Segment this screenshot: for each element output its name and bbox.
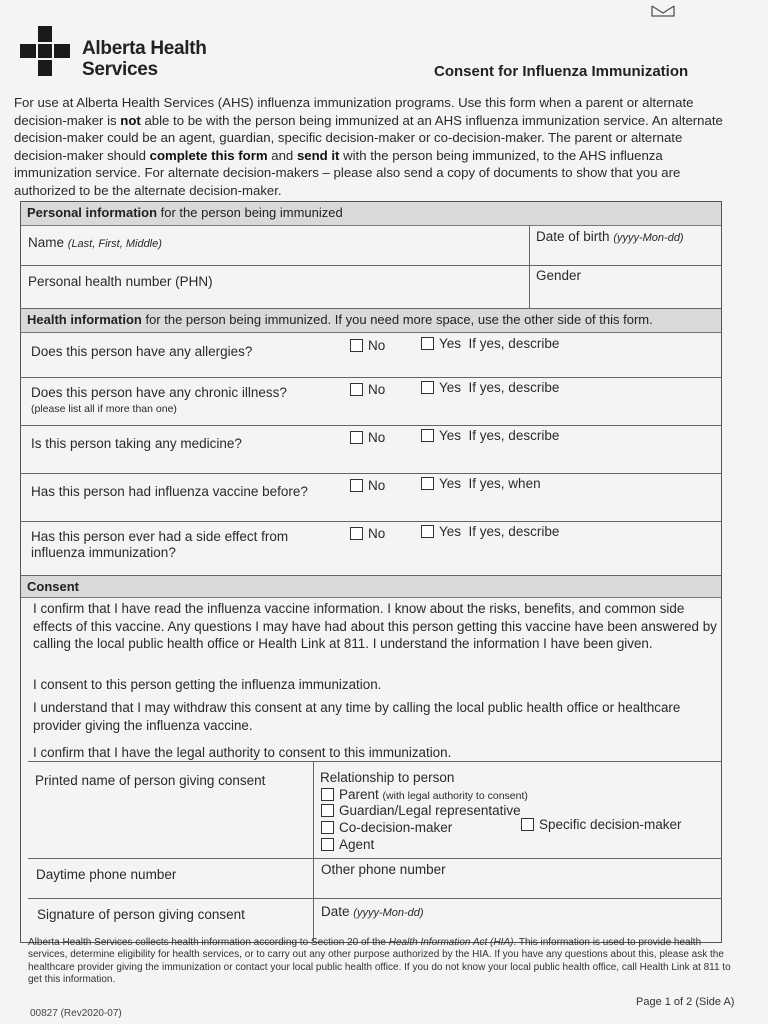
agent-checkbox[interactable] bbox=[321, 838, 334, 851]
org-name-line1: Alberta Health bbox=[82, 38, 207, 59]
ahs-logo-icon bbox=[18, 24, 74, 80]
yes-checkbox[interactable] bbox=[421, 477, 434, 490]
health-q5-no-option[interactable]: No bbox=[350, 526, 385, 541]
health-q1-yes-option[interactable]: Yes If yes, describe bbox=[421, 336, 559, 351]
daytime-phone-field[interactable]: Daytime phone number bbox=[36, 867, 177, 882]
form-code: 00827 (Rev2020-07) bbox=[30, 1008, 122, 1019]
consent-para-4: I confirm that I have the legal authority to consent to this immunization. bbox=[33, 745, 452, 760]
no-checkbox[interactable] bbox=[350, 383, 363, 396]
health-q2-no-option[interactable]: No bbox=[350, 382, 385, 397]
specific-decision-maker-checkbox[interactable] bbox=[521, 818, 534, 831]
name-hint: (Last, First, Middle) bbox=[67, 238, 162, 250]
signature-field[interactable]: Signature of person giving consent bbox=[37, 907, 245, 922]
yes-checkbox[interactable] bbox=[421, 429, 434, 442]
health-q5-yes-option[interactable]: Yes If yes, describe bbox=[421, 524, 559, 539]
health-q4-no-option[interactable]: No bbox=[350, 478, 385, 493]
dob-field[interactable] bbox=[536, 229, 684, 244]
rel-guardian-option[interactable]: Guardian/Legal representative bbox=[321, 803, 521, 818]
envelope-mark-icon bbox=[651, 4, 675, 18]
privacy-notice: Alberta Health Services collects health information according to Section 20 of the Health Information Act (HIA). This information is used to provide health services, determine eligibility for health services, or to carry out any other purpose authorized by the HIA. If you have any questions about this, please ask the healthcare provider giving the immunization or contact your local public health office. If you do not know your local public health office, call Health Link at 811 to get this information. bbox=[28, 937, 731, 986]
no-checkbox[interactable] bbox=[350, 527, 363, 540]
no-checkbox[interactable] bbox=[350, 479, 363, 492]
org-name bbox=[82, 38, 207, 80]
no-checkbox[interactable] bbox=[350, 339, 363, 352]
co-decision-maker-checkbox[interactable] bbox=[321, 821, 334, 834]
health-q3-no-option[interactable]: No bbox=[350, 430, 385, 445]
no-checkbox[interactable] bbox=[350, 431, 363, 444]
date-field[interactable] bbox=[321, 904, 424, 919]
personal-info-header: Personal information for the person being immunized bbox=[21, 202, 721, 226]
health-q4-yes-option[interactable]: Yes If yes, when bbox=[421, 476, 541, 491]
relationship-label: Relationship to person bbox=[320, 770, 455, 785]
health-question-3: Is this person taking any medicine? bbox=[31, 436, 242, 451]
yes-checkbox[interactable] bbox=[421, 525, 434, 538]
consent-para-2: I consent to this person getting the influenza immunization. bbox=[33, 677, 382, 692]
yes-checkbox[interactable] bbox=[421, 381, 434, 394]
other-phone-field[interactable]: Other phone number bbox=[321, 862, 446, 877]
health-question-2: Does this person have any chronic illness? (please list all if more than one) bbox=[31, 385, 287, 415]
name-field[interactable] bbox=[28, 235, 162, 250]
page-number: Page 1 of 2 (Side A) bbox=[636, 996, 735, 1008]
health-question-4: Has this person had influenza vaccine before? bbox=[31, 484, 308, 499]
consent-header: Consent bbox=[21, 576, 721, 598]
gender-field[interactable]: Gender bbox=[536, 268, 582, 283]
health-question-5: Has this person ever had a side effect from influenza immunization? bbox=[31, 529, 289, 560]
name-label: Name bbox=[28, 235, 65, 250]
org-name-line2: Services bbox=[82, 59, 158, 80]
phn-field[interactable]: Personal health number (PHN) bbox=[28, 274, 213, 289]
health-info-header: Health information for the person being immunized. If you need more space, use the other side of this form. bbox=[21, 309, 721, 333]
health-question-1: Does this person have any allergies? bbox=[31, 344, 253, 359]
consent-para-1: I confirm that I have read the influenza vaccine information. I know about the risks, benefits, and common side effects of this vaccine. Any questions I may have had about this person getting this vaccine have been answered by calling the local public health office or Health Link at 811. I understand the information I have been given. bbox=[33, 601, 717, 651]
date-label: Date bbox=[321, 904, 350, 919]
yes-checkbox[interactable] bbox=[421, 337, 434, 350]
dob-hint: (yyyy-Mon-dd) bbox=[613, 232, 684, 244]
rel-sdm-option[interactable]: Specific decision-maker bbox=[521, 817, 682, 832]
dob-label: Date of birth bbox=[536, 229, 610, 244]
health-q1-no-option[interactable]: No bbox=[350, 338, 385, 353]
rel-agent-option[interactable]: Agent bbox=[321, 837, 374, 852]
printed-name-field[interactable]: Printed name of person giving consent bbox=[35, 773, 266, 788]
rel-codm-option[interactable]: Co-decision-maker bbox=[321, 820, 452, 835]
health-q3-yes-option[interactable]: Yes If yes, describe bbox=[421, 428, 559, 443]
intro-paragraph: For use at Alberta Health Services (AHS) influenza immunization programs. Use this form when a parent or alternate decision-maker is not able to be with the person being immunized at an AHS influenza immunization service. An alternate decision-maker could be an agent, guardian, specific decision-maker or co-decision-maker. The parent or alternate decision-maker should complete this form and send it with the person being immunized, to the AHS influenza immunization service. For alternate decision-makers – please also send a copy of documents to show that you are authorized to be the alternate decision-maker. bbox=[14, 95, 723, 198]
guardian-checkbox[interactable] bbox=[321, 804, 334, 817]
parent-checkbox[interactable] bbox=[321, 788, 334, 801]
health-q2-yes-option[interactable]: Yes If yes, describe bbox=[421, 380, 559, 395]
form-title: Consent for Influenza Immunization bbox=[434, 63, 689, 80]
date-hint: (yyyy-Mon-dd) bbox=[353, 907, 424, 919]
rel-parent-option[interactable]: Parent (with legal authority to consent) bbox=[321, 787, 528, 802]
consent-para-3: I understand that I may withdraw this consent at any time by calling the local public health office or healthcare provider giving the influenza vaccine. bbox=[33, 700, 681, 733]
ahs-logo bbox=[18, 24, 218, 80]
